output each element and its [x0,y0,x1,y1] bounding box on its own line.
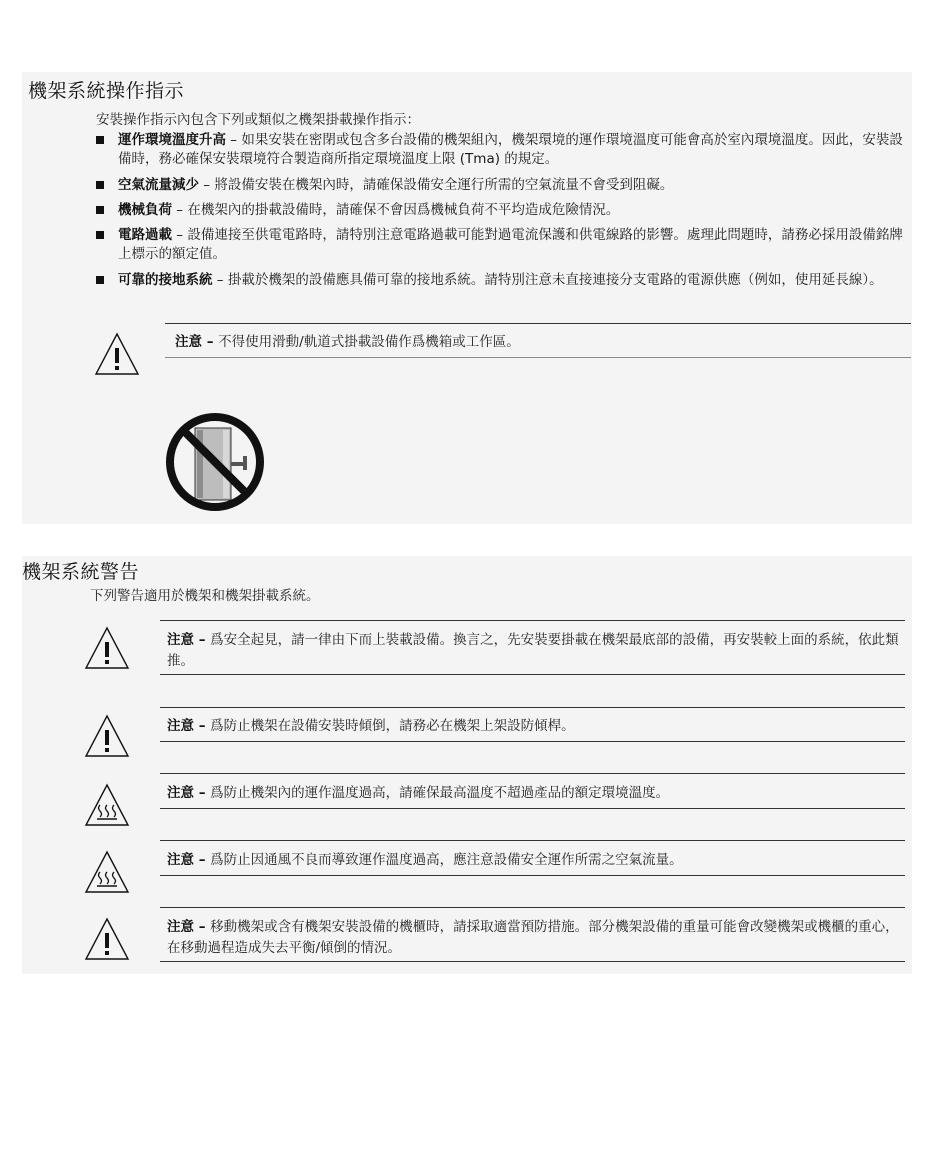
hot-surface-note [167,850,905,871]
bullet-text: 在機架內的掛載設備時，請確保不會因爲機械負荷不平均造成危險情況。 [187,202,620,218]
note-top-rule [160,907,905,908]
bullet-term: 可靠的接地系統 [118,272,213,288]
note-label: 注意 [167,718,194,734]
bullet-term: 機械負荷 [118,202,172,218]
bullet-square-icon [96,136,104,144]
bullet-item [96,131,911,171]
caution-label: 注意 [175,334,202,350]
section2-panel [22,556,912,974]
bullet-square-icon [96,206,104,214]
note-bottom-rule [160,741,905,742]
note-top-rule [160,840,905,841]
note-bottom-rule [160,674,905,675]
hot-surface-note [167,783,905,804]
note-top-rule [160,773,905,774]
bullet-item [96,271,911,311]
note-dash: – [194,718,211,734]
hot-surface-icon [84,783,130,827]
bullet-term: 運作環境溫度升高 [118,132,226,148]
note-text: 爲防止機架內的運作溫度過高，請確保最高溫度不超過產品的額定環境溫度。 [210,785,670,801]
note-bottom-rule [160,875,905,876]
note-label: 注意 [167,785,194,801]
note-text: 爲防止因通風不良而導致運作溫度過高，應注意設備安全運作所需之空氣流量。 [210,852,683,868]
section2-title: 機架系統警告 [22,561,140,583]
section2-intro: 下列警告適用於機架和機架掛載系統。 [90,588,320,604]
bullet-dash: – [172,202,188,218]
bullet-dash: – [226,132,242,148]
note-dash: – [194,632,211,648]
bullet-term: 電路過載 [118,227,172,243]
bullet-item [96,201,911,221]
warning-note [167,917,905,959]
section1-intro: 安裝操作指示內包含下列或類似之機架掛載操作指示： [96,112,420,128]
bullet-square-icon [96,231,104,239]
note-dash: – [194,919,211,935]
note-top-rule [160,620,905,621]
bullet-dash: – [199,177,215,193]
bullet-item [96,176,911,196]
warning-triangle-icon [94,332,140,376]
note-text: 移動機架或含有機架安裝設備的機櫃時，請採取適當預防措施。部分機架設備的重量可能會改變機架或機櫃的重心，在移動過程造成失去平衡/傾倒的情況。 [167,919,899,956]
caution-text: 不得使用滑動/軌道式掛載設備作爲機箱或工作區。 [218,334,520,350]
bullet-text: 設備連接至供電電路時，請特別注意電路過載可能對過電流保護和供電線路的影響。處理此問題時，請務必採用設備銘牌上標示的額定值。 [118,227,903,262]
caution-top-rule [165,323,911,324]
caution-bottom-rule [165,357,911,358]
bullet-dash: – [212,272,228,288]
note-label: 注意 [167,919,194,935]
bullet-text: 掛載於機架的設備應具備可靠的接地系統。請特別注意未直接連接分支電路的電源供應（例如，使用延長線）。 [227,272,883,288]
hot-surface-icon [84,850,130,894]
bullet-square-icon [96,181,104,189]
note-dash: – [194,852,211,868]
bullet-text: 如果安裝在密閉或包含多台設備的機架組內，機架環境的運作環境溫度可能會高於室內環境溫度。因此，安裝設備時，務必確保安裝環境符合製造商所指定環境溫度上限 (Tma) 的規定。 [118,132,903,167]
note-bottom-rule [160,808,905,809]
warning-triangle-icon [84,917,130,961]
warning-triangle-icon [84,714,130,758]
note-top-rule [160,707,905,708]
bullet-text: 將設備安裝在機架內時，請確保設備安全運行所需的空氣流量不會受到阻礙。 [214,177,674,193]
note-text: 爲安全起見，請一律由下而上裝載設備。換言之，先安裝要掛載在機架最底部的設備，再安裝較上面的系統，依此類推。 [167,632,899,669]
caution-note [175,332,905,353]
warning-note [167,630,905,672]
bullet-square-icon [96,276,104,284]
bullet-item [96,226,911,266]
section1-title: 機架系統操作指示 [28,80,185,102]
note-label: 注意 [167,632,194,648]
no-rack-shelf-prohibited-icon [163,410,267,514]
note-dash: – [194,785,211,801]
bullet-term: 空氣流量減少 [118,177,199,193]
note-bottom-rule [160,961,905,962]
note-text: 爲防止機架在設備安裝時傾倒，請務必在機架上架設防傾桿。 [210,718,575,734]
note-label: 注意 [167,852,194,868]
caution-dash: – [202,334,219,350]
warning-note [167,716,905,737]
bullet-dash: – [172,227,188,243]
warning-triangle-icon [84,626,130,670]
